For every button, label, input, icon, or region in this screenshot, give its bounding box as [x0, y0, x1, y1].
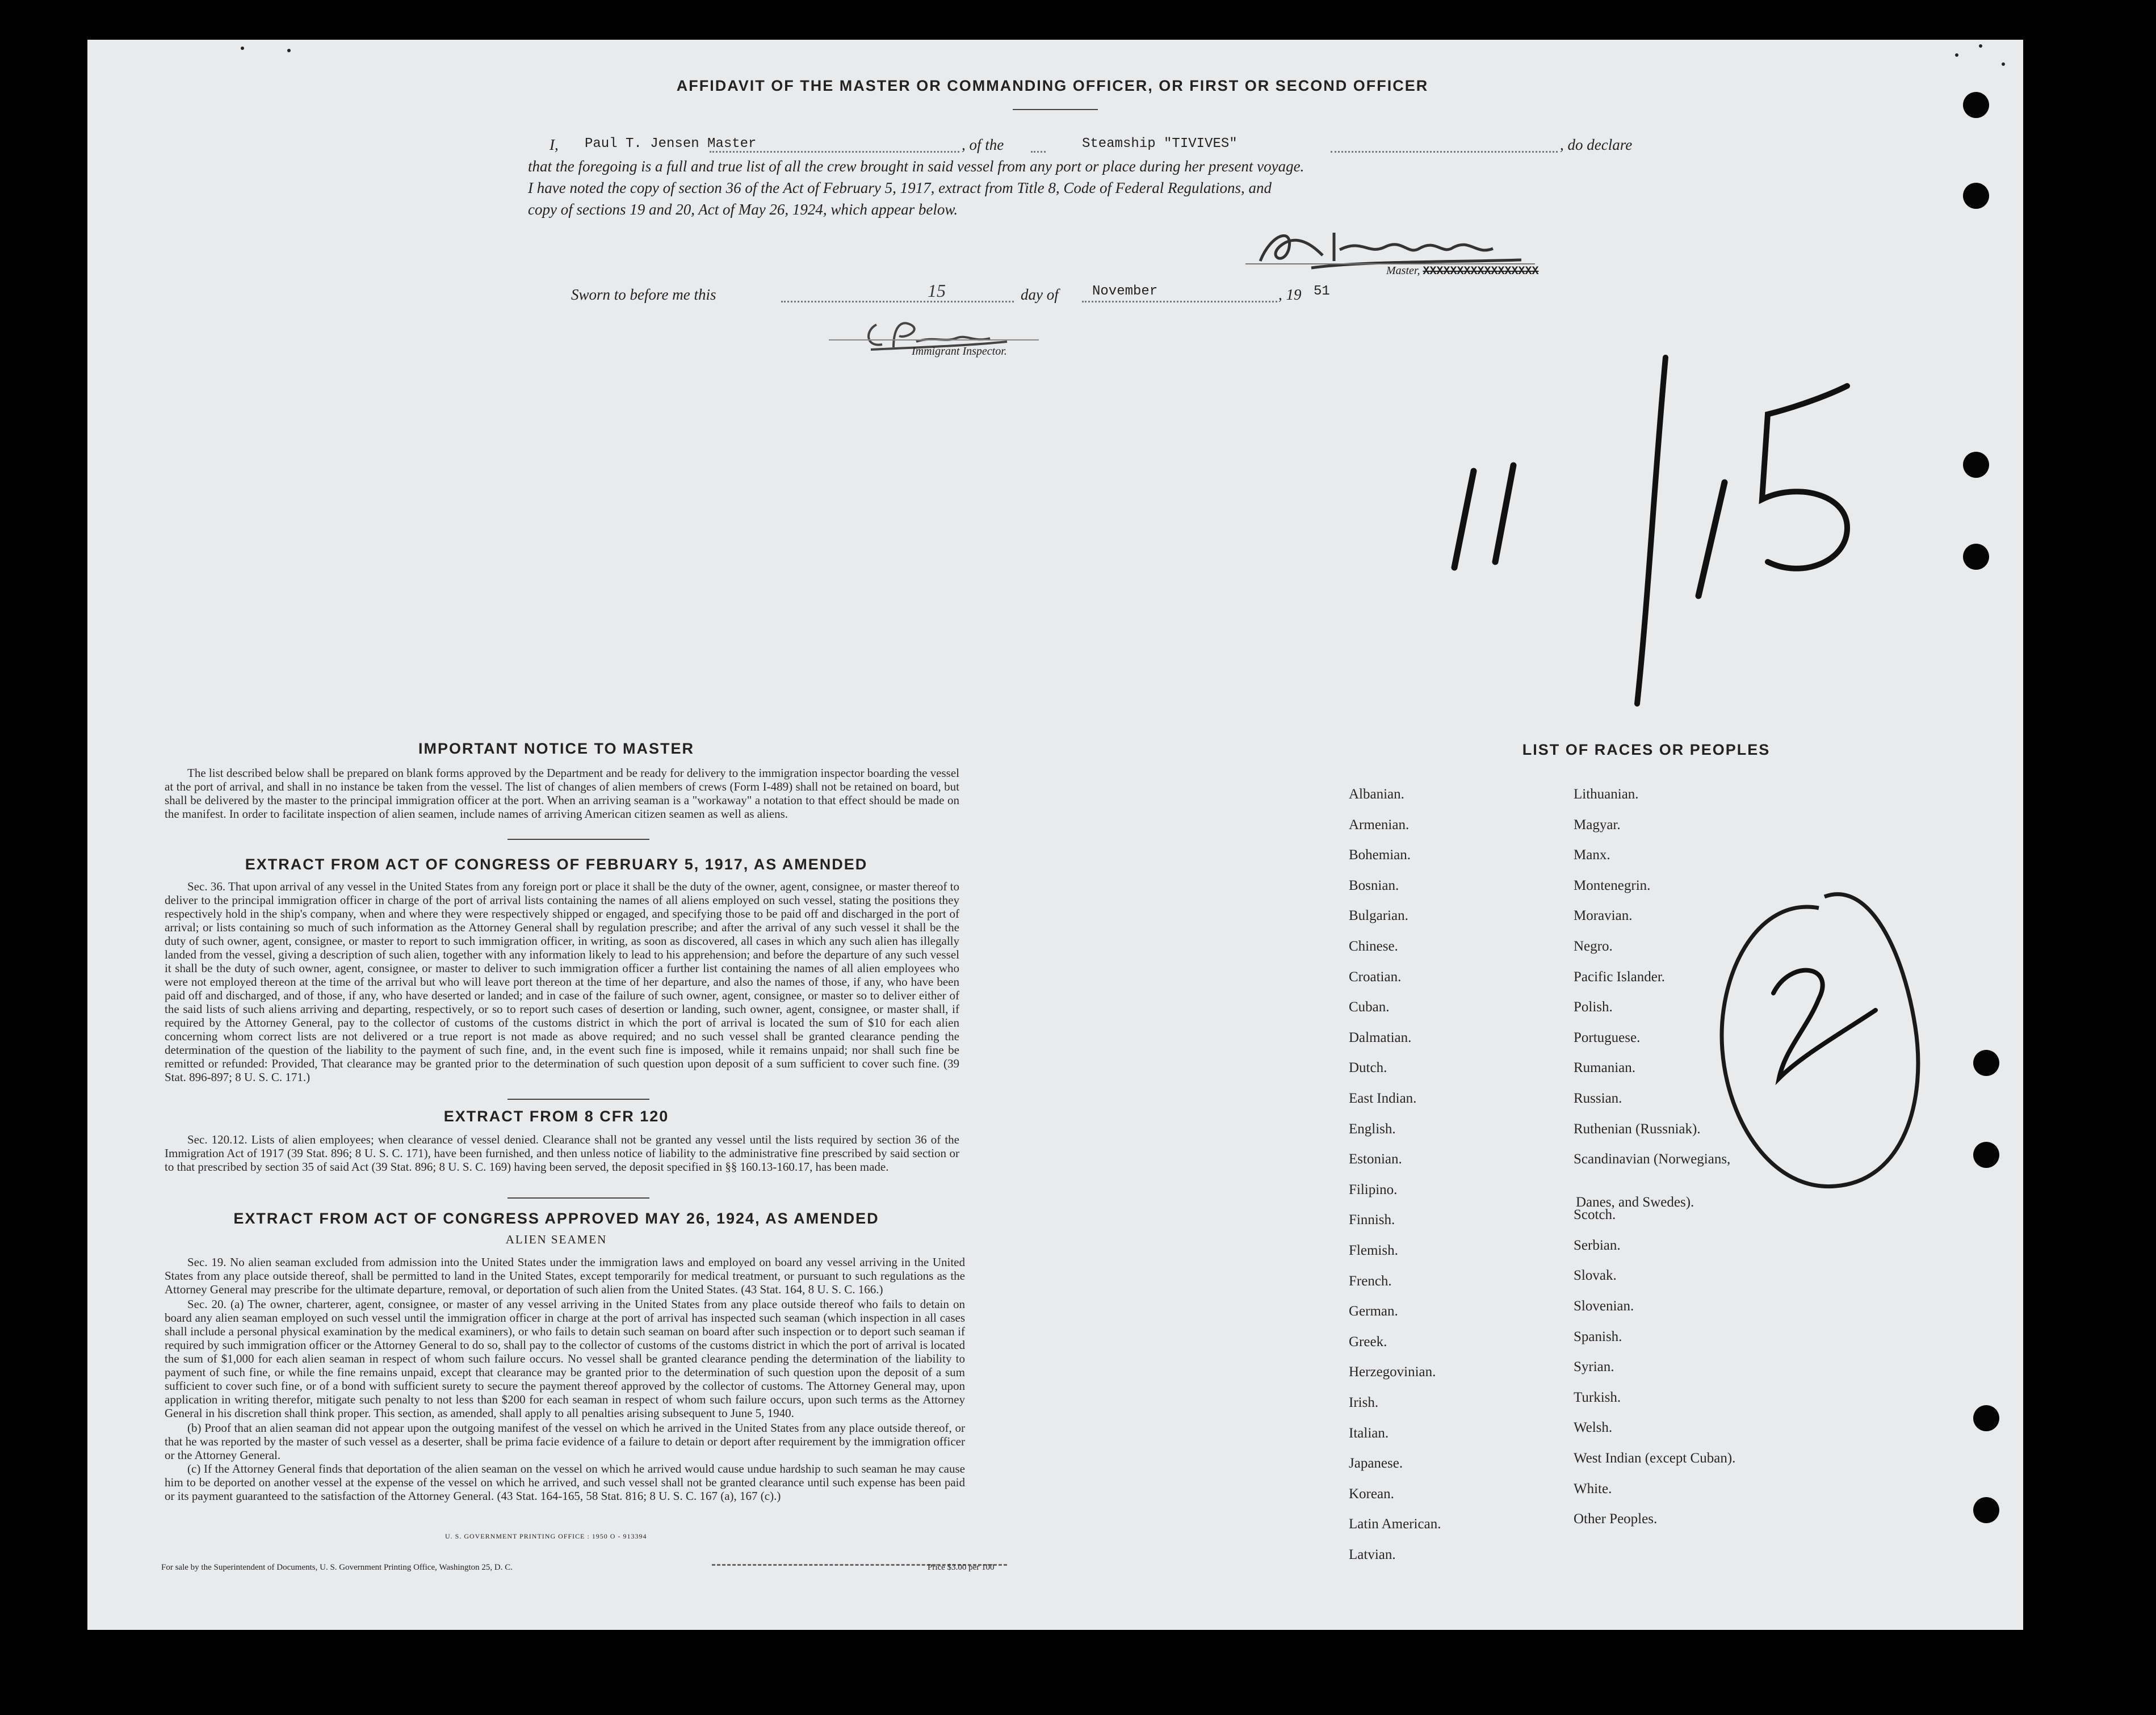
notice-text: The list described below shall be prepared on blank forms approved by the Department and be ready for delivery to the immigration inspector boarding the vessel at the port of arrival, and shall in no instance be taken from the vessel. The list of changes of alien members of crews (Form I-489) shall not be retained on board, but shall be delivered by the master to the principal immigration officer at the port. When an arriving seaman is a "workaway" a notation to that effect should be made on the manifest. In order to facilitate inspection of alien seamen, include names of arriving American citizen seamen as well as aliens.	[165, 766, 959, 821]
race-item: German.	[1349, 1304, 1398, 1319]
race-item: Magyar.	[1574, 817, 1621, 833]
race-item: Slovak.	[1574, 1268, 1617, 1284]
race-item: Scotch.	[1574, 1207, 1616, 1223]
extract-1917-divider	[507, 1099, 649, 1100]
race-item: Danes, and Swedes).	[1576, 1195, 1694, 1210]
handwritten-date-mark	[1427, 312, 1938, 732]
extract-cfr-divider	[507, 1197, 649, 1199]
speck	[1955, 53, 1958, 57]
race-item: Scandinavian (Norwegians,	[1574, 1151, 1731, 1167]
circled-number-strokes	[1688, 863, 1938, 1226]
race-item: Estonian.	[1349, 1151, 1402, 1167]
race-item: French.	[1349, 1273, 1392, 1289]
name-dotted-line	[710, 151, 959, 153]
signature-line	[1245, 263, 1535, 264]
race-item: Serbian.	[1574, 1237, 1621, 1253]
document-page	[87, 40, 2023, 1630]
master-struck-text: XXXXXXXXXXXXXXXXX	[1423, 265, 1539, 278]
race-item: Pacific Islander.	[1574, 969, 1666, 985]
master-label: Master,	[1386, 264, 1423, 277]
race-item: Filipino.	[1349, 1182, 1398, 1197]
race-item: Armenian.	[1349, 817, 1410, 833]
race-item: Other Peoples.	[1574, 1511, 1658, 1527]
extract-1924-sec20a: Sec. 20. (a) The owner, charterer, agent, consignee, or master of any vessel arriving in the United States from any place outside thereof who fails to detain on board any alien seaman employed on such vessel until the immigration officer in charge at the port of arrival has inspected such seaman (which inspection in all cases shall include a personal physical examination by the medical examiners), or who fails to detain such seaman on board after such inspection or to deport such seaman if required by such immigration officer or the Attorney General to do so, shall pay to the collector of customs of the customs district in which the port of arrival is located the sum of $1,000 for each alien seaman in respect of whom such failure occurs. No vessel shall be granted clearance pending the determination of the liability to payment of such fine, or while the fine remains unpaid, except that clearance may be granted prior to the determination of such question upon the deposit of a sum sufficient to cover such fine, or of a bond with sufficient surety to secure the payment thereof approved by the collector of customs. The Attorney General may, upon application in writing therefor, mitigate such penalty to not less than $200 for each seaman in respect of whom such failure occurs, upon such terms as the Attorney General in his discretion shall think proper. This section, as amended, shall apply to all penalties arising subsequent to June 5, 1940.	[165, 1297, 965, 1420]
race-item: Bulgarian.	[1349, 908, 1408, 924]
race-item: Lithuanian.	[1574, 787, 1639, 802]
extract-1917-title: EXTRACT FROM ACT OF CONGRESS OF FEBRUARY 5, 1917, AS AMENDED	[245, 856, 868, 873]
race-item: Ruthenian (Russniak).	[1574, 1121, 1701, 1137]
vessel-dotted-line	[1331, 151, 1558, 153]
binder-hole	[1973, 1497, 1999, 1523]
vessel-name: Steamship "TIVIVES"	[1082, 136, 1238, 152]
extract-1917-text: Sec. 36. That upon arrival of any vessel in the United States from any foreign port or place it shall be the duty of the owner, agent, consignee, or master thereof to deliver to the principal immigration officer in charge of the port of arrival lists containing the names of all aliens employed on such vessel, stating the positions they respectively hold in the ship's company, when and where they were respectively shipped or engaged, and specifying those to be paid off and discharged in the port of arrival; or lists containing so much of such information as the Attorney General shall by regulation prescribe; and after the arrival of any such vessel it shall be the duty of such owner, agent, consignee, or master to report to such immigration officer, in writing, as soon as discovered, all cases in which any such alien has illegally landed from the vessel, giving a description of such alien, together with any information likely to lead to his apprehension; and before the departure of any such vessel it shall be the duty of such owner, agent, consignee, or master to deliver to such immigration officer a further list containing the names of all alien employees who were not employed thereon at the time of the arrival but who will leave port thereon at the time of her departure, and also the names of those, if any, who have been paid off and discharged, and of those, if any, who have deserted or landed; and in case of the failure of such owner, agent, consignee, or master so to deliver either of the said lists of such aliens arriving and departing, respectively, or so to report such cases of desertion or landing, such owner, agent, consignee, or master shall, if required by the Attorney General, pay to the collector of customs of the customs district in which the port of arrival is located the sum of $10 for each alien concerning whom correct lists are not delivered or a true report is not made as above required; and no such vessel shall be granted clearance pending the determination of the question of the liability to the payment of such fine, and, in the event such fine is imposed, while it remains unpaid; nor shall such fine be remitted or refunded: Provided, That clearance may be granted prior to the determination of such question upon deposit of a sum sufficient to cover such fine. (39 Stat. 896-897; 8 U. S. C. 171.)	[165, 880, 959, 1084]
race-item: Welsh.	[1574, 1420, 1613, 1436]
notice-title: IMPORTANT NOTICE TO MASTER	[418, 740, 694, 757]
speck	[287, 49, 291, 52]
race-item: Korean.	[1349, 1486, 1394, 1502]
race-item: Slovenian.	[1574, 1298, 1634, 1314]
title-divider	[1013, 109, 1098, 110]
extract-1924-subtitle: ALIEN SEAMEN	[505, 1233, 607, 1246]
affidavit-title: AFFIDAVIT OF THE MASTER OR COMMANDING OFFICER, OR FIRST OR SECOND OFFICER	[676, 77, 1429, 94]
race-item: Syrian.	[1574, 1359, 1614, 1375]
inspector-line	[829, 339, 1039, 341]
binder-hole	[1973, 1050, 1999, 1076]
binder-hole	[1963, 452, 1989, 478]
extract-1924-sec20b: (b) Proof that an alien seaman did not appear upon the outgoing manifest of the vessel on which he arrived in the United States from any place outside thereof, or that he was reported by the master of such vessel as a deserter, shall be prima facie evidence of a failure to detain or deport after requirement by the immigration officer or the Attorney General.	[165, 1421, 965, 1462]
race-item: Japanese.	[1349, 1456, 1403, 1472]
i-label: I,	[550, 136, 559, 153]
race-item: East Indian.	[1349, 1091, 1417, 1106]
binder-hole	[1963, 183, 1989, 209]
race-item: Bosnian.	[1349, 877, 1399, 893]
race-item: Rumanian.	[1574, 1060, 1636, 1076]
race-item: Irish.	[1349, 1395, 1379, 1410]
race-item: Portuguese.	[1574, 1029, 1641, 1045]
race-item: Italian.	[1349, 1425, 1389, 1441]
race-item: English.	[1349, 1121, 1396, 1137]
of-the-label: , of the	[962, 136, 1004, 153]
race-item: Dalmatian.	[1349, 1029, 1412, 1045]
speck	[1979, 44, 1982, 48]
race-item: Croatian.	[1349, 969, 1402, 985]
do-declare-label: , do declare	[1560, 136, 1633, 153]
race-item: Montenegrin.	[1574, 877, 1651, 893]
extract-1924-sec20c: (c) If the Attorney General finds that deportation of the alien seaman on the vessel on which he arrived would cause undue hardship to such seaman he may cause him to be deported on another vessel at the expense of the vessel on which he arrived, and such vessel shall not be granted clearance until such expense has been paid or its payment guaranteed to the satisfaction of the Attorney General. (43 Stat. 164-165, 58 Stat. 816; 8 U. S. C. 167 (a), 167 (c).)	[165, 1462, 965, 1503]
race-item: Moravian.	[1574, 908, 1633, 924]
master-caption	[1386, 264, 1539, 278]
day-of-label: day of	[1021, 286, 1059, 303]
binder-hole	[1973, 1405, 1999, 1431]
affidavit-line-4: copy of sections 19 and 20, Act of May 26, 1924, which appear below.	[528, 201, 958, 218]
race-item: White.	[1574, 1481, 1612, 1497]
race-item: Spanish.	[1574, 1329, 1622, 1344]
race-item: Flemish.	[1349, 1243, 1398, 1258]
race-item: Polish.	[1574, 999, 1613, 1015]
race-item: Greek.	[1349, 1334, 1387, 1350]
race-item: Finnish.	[1349, 1212, 1395, 1228]
race-item: Russian.	[1574, 1091, 1622, 1106]
vessel-dotted-lead	[1031, 151, 1046, 153]
speck	[2002, 62, 2005, 66]
sale-notice: For sale by the Superintendent of Documents, U. S. Government Printing Office, Washington 25, D. C.	[161, 1563, 513, 1572]
master-name: Paul T. Jensen Master	[585, 136, 757, 152]
race-item: Cuban.	[1349, 999, 1390, 1015]
race-item: Latvian.	[1349, 1547, 1396, 1562]
sworn-month: November	[1092, 284, 1158, 299]
race-item: Dutch.	[1349, 1060, 1387, 1076]
affidavit-line-3: I have noted the copy of section 36 of the Act of February 5, 1917, extract from Title 8, Code of Federal Regulations, and	[528, 179, 1272, 196]
binder-hole	[1963, 92, 1989, 118]
price-notice: Price $3.00 per 100	[928, 1563, 995, 1572]
extract-cfr-title: EXTRACT FROM 8 CFR 120	[443, 1108, 669, 1125]
race-item: Latin American.	[1349, 1516, 1441, 1532]
extract-1924-title: EXTRACT FROM ACT OF CONGRESS APPROVED MAY 26, 1924, AS AMENDED	[233, 1210, 879, 1227]
gpo-imprint: U. S. GOVERNMENT PRINTING OFFICE : 1950 O - 913394	[445, 1532, 647, 1540]
race-item: Turkish.	[1574, 1389, 1621, 1405]
year-prefix: , 19	[1278, 286, 1302, 303]
inspector-label: Immigrant Inspector.	[912, 345, 1007, 358]
race-item: Albanian.	[1349, 787, 1404, 802]
handwritten-date-strokes	[1427, 312, 1938, 732]
races-title: LIST OF RACES OR PEOPLES	[1522, 741, 1771, 758]
day-dotted-line	[781, 301, 1014, 302]
binder-hole	[1963, 544, 1989, 570]
race-item: Negro.	[1574, 939, 1613, 954]
race-item: Bohemian.	[1349, 847, 1411, 863]
race-item: West Indian (except Cuban).	[1574, 1451, 1736, 1466]
month-dotted-line	[1082, 301, 1277, 302]
notice-divider	[507, 839, 649, 840]
extract-1924-sec19: Sec. 19. No alien seaman excluded from admission into the United States under the immigration laws and employed on board any vessel arriving in the United States from any place outside thereof, shall be permitted to land in the United States, except temporarily for medical treatment, or pursuant to such regulations as the Attorney General may prescribe for the ultimate departure, removal, or deportation of such alien from the United States. (43 Stat. 164, 8 U. S. C. 166.)	[165, 1255, 965, 1296]
sworn-year: 51	[1314, 284, 1330, 299]
sworn-label: Sworn to before me this	[571, 286, 716, 303]
race-item: Manx.	[1574, 847, 1610, 863]
affidavit-line-2: that the foregoing is a full and true list of all the crew brought in said vessel from any port or place during her present voyage.	[528, 158, 1304, 175]
handwritten-circled-number	[1688, 863, 1938, 1226]
speck	[241, 47, 244, 50]
binder-hole	[1973, 1142, 1999, 1168]
race-item: Herzegovinian.	[1349, 1364, 1436, 1380]
race-item: Chinese.	[1349, 939, 1398, 954]
extract-cfr-text: Sec. 120.12. Lists of alien employees; when clearance of vessel denied. Clearance shall not be granted any vessel until the lists required by section 36 of the Immigration Act of 1917 (39 Stat. 896; 8 U. S. C. 171), have been furnished, and then unless notice of liability to the administrative fine prescribed by said section or to that prescribed by section 35 of said Act (39 Stat. 896; 8 U. S. C. 169) having been served, the deposit specified in §§ 160.13-160.17, has been made.	[165, 1133, 959, 1174]
sworn-day: 15	[928, 280, 946, 301]
